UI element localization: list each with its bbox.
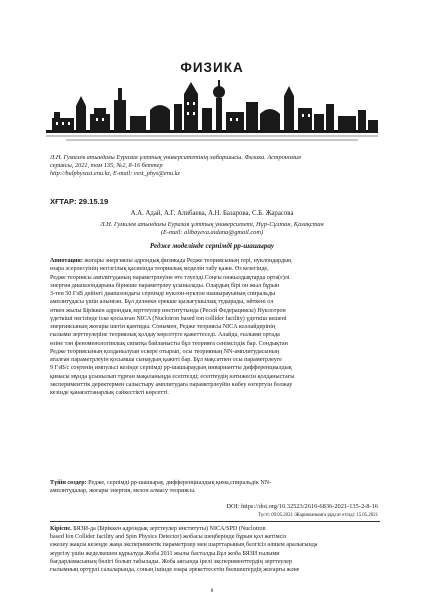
authors: А.А. Адай, А.Г. Алибаева, А.Н. Базарова, С.Б. Жарасова	[130, 210, 294, 217]
keywords	[50, 479, 380, 495]
introduction	[50, 525, 380, 574]
abstract-line: аталған параметрлеуін қосымша сынаудың қажеті бар. Бұл мақсатпен осы параметрлеуге	[50, 357, 282, 363]
abstract-line: өзара әсерлесуінің негізгілық қасиеінда теориялық моделін табу қажн. Өз кезегінде,	[50, 266, 269, 273]
journal-info-line: Л.Н. Гумилев атындағы Еуразия ұлттық университетінің хабаршысы. Физика. Астрономия	[50, 154, 301, 161]
abstract-line: 3-тен 50 ГэВ дейінгі диапазондағы серпімді нуклон-нуклон шашырауының спиральды	[50, 291, 276, 297]
abstract-label: Аннотация:	[50, 258, 83, 264]
journal-section-title: ФИЗИКА	[180, 60, 244, 75]
article-title: Редже моделінде серпімді pp-шашырау	[149, 242, 275, 250]
abstract-line: энергия диапазондарына бірнеше параметрлеу ұсынылады. Олардың бірі он жыл бұрын	[50, 282, 280, 289]
intro-line: бағдарламасының бөлігі болып табылады. Жоба аясында ірелі эксперименттердің зерттеулер	[50, 558, 292, 565]
abstract-first-line: жоғары энергиялы адрондық физикада Редже теориясының гері, нуклондардың	[82, 258, 292, 264]
intro-first-line: БЯЗИ-да (Біріккен адрондық зерттеулер институты) NICA/SPD (Nuclotron	[71, 526, 266, 532]
abstract-line: 9 ГэВ/с соңтенің импульсі кезінде серпімді pp-шашыраудың инвариантты дифференциалдық	[50, 365, 292, 372]
received-dates: Түсті: 09.05.2021 /Жарияланымға рұқсат етілді: 15.05.2021	[257, 513, 378, 518]
keywords-label: Түйін сөздер:	[50, 480, 87, 486]
abstract-line: Редже теориясы амплитуданың параметрлеуіне өте тәуелді.Соңғы онжылдықтарда орта(ғ)лі	[50, 274, 290, 281]
intro-line: ғылымның ортүрлі салаларында, соның ішінде өзара әрекеттесетін бөлшектердің жоғарғы және	[50, 567, 300, 574]
intro-label: Кіріспе.	[50, 526, 72, 532]
doi-link[interactable]: DOI: https://doi.org/10.32523/2616-6836-2021-135-2-8-16	[226, 503, 378, 510]
divider	[50, 521, 380, 522]
journal-info	[50, 154, 380, 179]
abstract-line: амплитудасы үшін алынған. Бұл дәлнекн ерекше қызығушылық тудырады, өйткені ол	[50, 299, 274, 306]
intro-line: жүргізу үшін жеделкешен құрылуда.Жоба 2011 жылы басталды.Бұл жоба БЯЗИ ғылыми	[50, 550, 280, 557]
keywords-line: амплитудалар, жоғары энергия, мезон алмасу теориясы.	[50, 488, 196, 495]
abstract-line: ғылыми зерттеулеріне теориялық қолдау көрсетуге қажеттеседі. Алайда, ғылыми ортада	[50, 332, 280, 339]
abstract-line: кезінде қанағаттанарлық сәйкестікті көрсетті.	[50, 390, 169, 396]
abstract-line: үдеткіші негізінде іске қосылған NICA (Nuclotron based ion collider facility) үдеткіш кешені	[50, 315, 287, 322]
page-number: 8	[210, 588, 214, 594]
udc-code: ХҒТАР: 29.15.19	[50, 197, 109, 206]
journal-info-line: http://bulphysast.enu.kz, E-mail: vest_phys@enu.kz	[50, 170, 180, 178]
intro-line: ежелеу жақсы кезеңде жаңа экспериментік параметрлер мен шарттарының белгісіз өлшем аралығында	[50, 542, 318, 549]
abstract-line: қимасы мұнда ұсынылып тұрған мақаланыңда есептелді; есептеудің нәтижесін қолданыстағы	[50, 373, 295, 380]
affiliation-line: Л.Н. Гумилев атындағы Еуразия ұлттық университеті, Нұр-Сұлтан, Қазақстан	[100, 221, 324, 228]
city-skyline-illustration	[46, 78, 378, 148]
abstract-line: эксперименттік деректермен салыстыру амплитудаға параметрлеуйін көбеу өзгертуін болжау	[50, 381, 293, 388]
affiliation-email: (E-mail: alibayeva.aidana@gmail.com)	[160, 229, 264, 236]
abstract-line: Редже теориясының қолданылуын ескере отырып, осы теорияның NN-амплитудасының	[50, 348, 280, 355]
affiliation	[0, 221, 424, 237]
abstract-line: энергиясының жоғары шегін қамтиды. Сонымен, Редже теориясы NICA коллайдерінің	[50, 324, 276, 330]
keywords-first-line: Редже, серпімді pp-шашырау, дифференциалдық қима,спиральдік NN-	[86, 480, 272, 486]
abstract-line: өткен жылы Біріккен адрондық зерттеулер институтында (Ресей Федерациясы) Нуклотрон	[50, 307, 286, 314]
abstract-line: өзіне тән феноменологиялық сипатқа байланысты бұл теорияға сенімсіздік бар. Сондықтан	[50, 340, 288, 347]
abstract	[50, 257, 380, 397]
intro-line: based Ion Collider facility and Spin Physics Detector) жобасы шеңберінде бұрын қол жетімсіз	[50, 534, 287, 541]
journal-info-line: сериясы, 2021, том 135, №2, 8-16 беттер	[50, 162, 163, 170]
